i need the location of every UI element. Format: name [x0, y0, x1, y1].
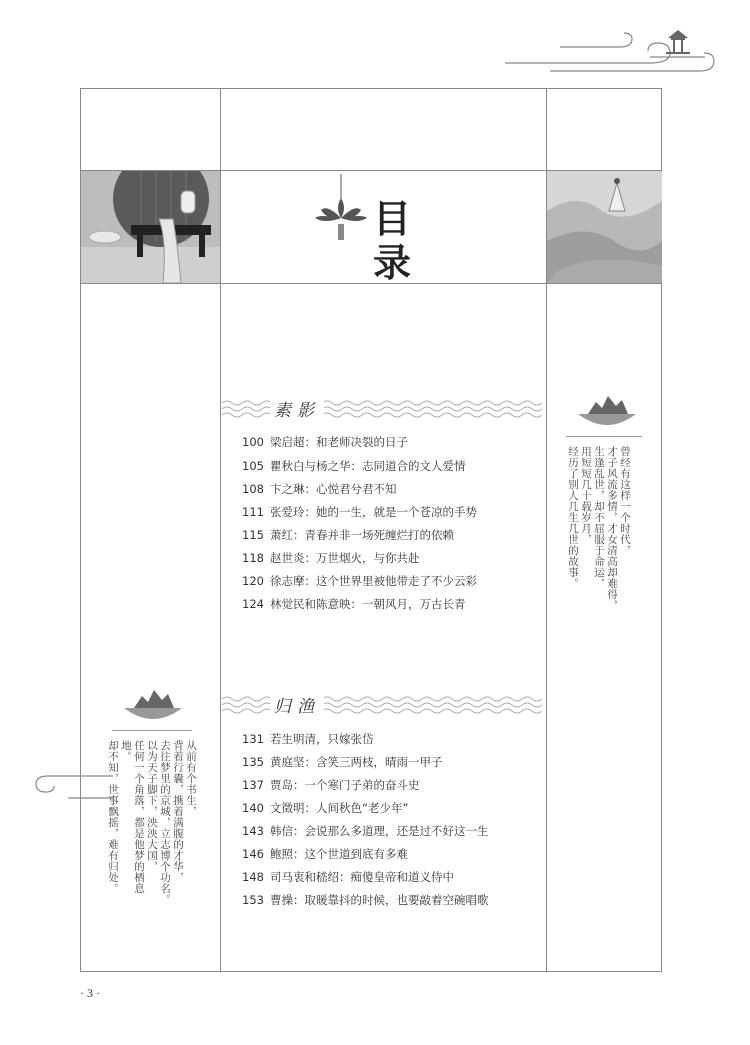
- toc-entry[interactable]: 148 司马衷和嵇绍：痴傻皇帝和道义侍中: [242, 870, 454, 884]
- toc-entry[interactable]: 146 鲍照：这个世道到底有多难: [242, 847, 408, 861]
- toc-entry[interactable]: 105 瞿秋白与杨之华：志同道合的文人爱情: [242, 459, 466, 473]
- toc-entry[interactable]: 115 萧红：青春并非一场死缠烂打的依赖: [242, 528, 454, 542]
- right-poem: 曾经有这样一个时代， 才子风流多情，才女清高却难得， 生逢乱世，却不屈服于命运， 用短短几十载岁月， 经历了别人几生几世的故事。: [567, 446, 631, 611]
- illustration-right-landscape: [547, 171, 662, 283]
- left-poem: 从前有个书生， 背着行囊，携着满腹的才华， 去往梦里的京城，立志博个功名。 以为天子脚下，泱泱大国， 任何一个角落，都是他梦的栖息地。 却不知，世事飘摇，难有归处。: [107, 740, 197, 905]
- toc-entry[interactable]: 118 赵世炎：万世烟火，与你共赴: [242, 551, 420, 565]
- toc-entry[interactable]: 140 文徵明：人间秋色“老少年”: [242, 801, 409, 815]
- toc-entry[interactable]: 143 韩信：会说那么多道理，还是过不好这一生: [242, 824, 489, 838]
- illustration-left-interior: [81, 171, 220, 283]
- title-char-1: 目: [373, 196, 412, 241]
- poem-rule-left: [112, 730, 192, 731]
- cloud-pavilion-ornament: [500, 25, 720, 80]
- toc-entry[interactable]: 120 徐志摩：这个世界里被他带走了不少云彩: [242, 574, 477, 588]
- section-title: 素影: [270, 396, 324, 421]
- toc-entry[interactable]: 111 张爱玲：她的一生，就是一个苍凉的手势: [242, 505, 477, 519]
- toc-entry[interactable]: 108 卞之琳：心悦君兮君不知: [242, 482, 397, 496]
- toc-entry[interactable]: 153 曹操：取暖靠抖的时候，也要敲着空碗唱歌: [242, 893, 489, 907]
- toc-entry[interactable]: 131 若生明清，只嫁张岱: [242, 732, 374, 746]
- toc-title-box: [221, 170, 546, 283]
- mountain-bowl-icon: [574, 392, 640, 432]
- page-number: · 3 ·: [80, 986, 100, 1000]
- toc-entry[interactable]: 124 林觉民和陈意映：一朝风月，万古长青: [242, 597, 466, 611]
- header-rule-bottom: [80, 283, 662, 284]
- toc-entry[interactable]: 137 贾岛：一个寒门子弟的奋斗史: [242, 778, 420, 792]
- mountain-bowl-icon: [120, 686, 186, 726]
- section-title: 归渔: [270, 692, 324, 717]
- section-header-suying: [222, 394, 546, 424]
- toc-entry[interactable]: 135 黄庭坚：含笑三两枝，晴雨一甲子: [242, 755, 443, 769]
- title-char-2: 录: [373, 240, 412, 285]
- section-header-guiyu: [222, 690, 546, 720]
- lotus-icon: [313, 174, 369, 246]
- toc-entry[interactable]: 100 梁启超：和老师决裂的日子: [242, 435, 408, 449]
- poem-rule-right: [566, 436, 642, 437]
